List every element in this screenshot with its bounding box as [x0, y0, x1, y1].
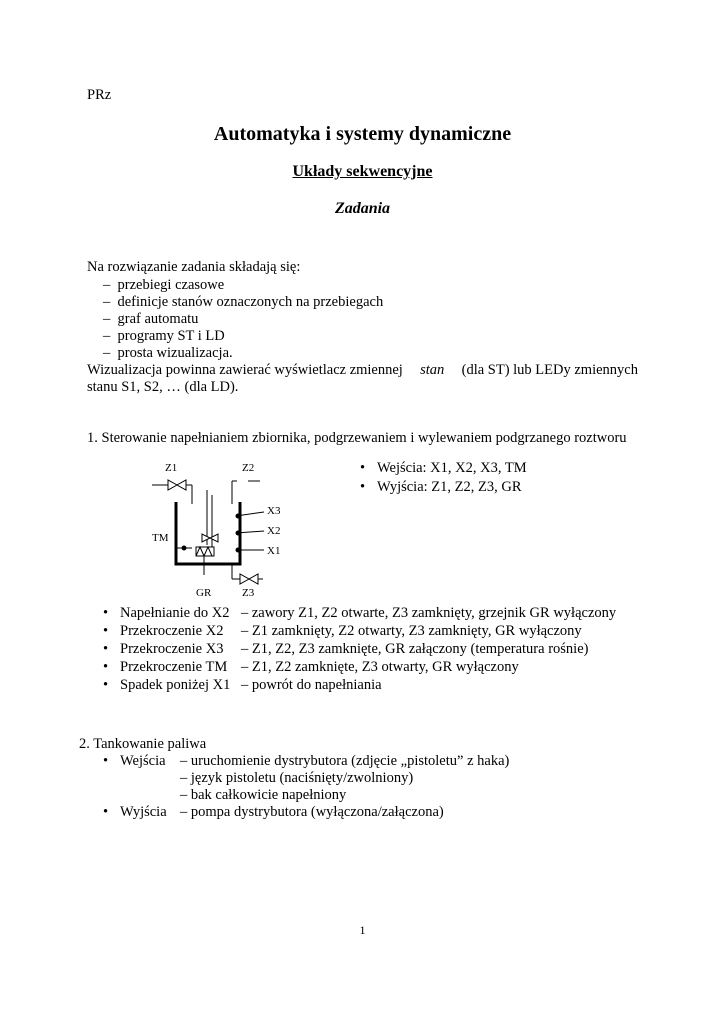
task2-inputs-label: • Wejścia [120, 753, 166, 770]
page-number: 1 [359, 923, 366, 937]
task2-outputs-label: • Wyjścia [120, 804, 167, 821]
task1-row-action: – Z1 zamknięty, Z2 otwarty, Z3 zamknięty, GR wyłączony [241, 623, 582, 639]
task1-outputs: • Wyjścia: Z1, Z2, Z3, GR [377, 479, 522, 496]
task2-input-item: – bak całkowicie napełniony [180, 787, 347, 803]
task1-row-condition: • Spadek poniżej X1 [120, 677, 230, 694]
intro-item: – graf automatu [103, 311, 199, 327]
intro-paragraph-line1: Wizualizacja powinna zawierać wyświetlacz zmiennej stan (dla ST) lub LEDy zmiennych [87, 362, 638, 378]
diagram-label-z3: Z3 [242, 587, 255, 599]
diagram-label-x2: X2 [267, 525, 281, 537]
intro-item: – programy ST i LD [103, 328, 225, 344]
task1-row-action: – powrót do napełniania [241, 677, 382, 693]
header-author: PRz [87, 87, 112, 103]
task2-heading: 2. Tankowanie paliwa [79, 736, 207, 752]
task2-input-item: – język pistoletu (naciśnięty/zwolniony) [180, 770, 414, 786]
diagram-label-gr: GR [196, 587, 212, 599]
task1-row-action: – Z1, Z2, Z3 zamknięte, GR załączony (temperatura rośnie) [241, 641, 589, 657]
task1-row-action: – Z1, Z2 zamknięte, Z3 otwarty, GR wyłączony [241, 659, 519, 675]
task1-heading: 1. Sterowanie napełnianiem zbiornika, podgrzewaniem i wylewaniem podgrzanego roztworu [87, 430, 627, 446]
task1-inputs: • Wejścia: X1, X2, X3, TM [377, 460, 527, 477]
valve-z2 [232, 481, 260, 504]
intro-lead: Na rozwiązanie zadania składają się: [87, 259, 301, 275]
valve-z1 [152, 480, 192, 504]
diagram-label-z1: Z1 [165, 462, 178, 474]
task2-output-item: – pompa dystrybutora (wyłączona/załączona) [180, 804, 444, 820]
task1-row-condition: • Napełnianie do X2 [120, 605, 230, 622]
valve-z3 [232, 564, 263, 584]
tank-diagram [140, 455, 290, 600]
task1-row-condition: • Przekroczenie X3 [120, 641, 223, 658]
task1-row-condition: • Przekroczenie X2 [120, 623, 223, 640]
intro-item: – definicje stanów oznaczonych na przebiegach [103, 294, 384, 310]
task2-input-item: – uruchomienie dystrybutora (zdjęcie „pistoletu” z haka) [180, 753, 510, 769]
diagram-label-z2: Z2 [242, 462, 255, 474]
page-subtitle: Układy sekwencyjne [292, 163, 433, 180]
intro-item: – prosta wizualizacja. [103, 345, 233, 361]
page-title: Automatyka i systemy dynamiczne [213, 123, 512, 145]
intro-paragraph-line2: stanu S1, S2, … (dla LD). [87, 379, 239, 395]
heater-gr [196, 547, 214, 575]
diagram-label-x1: X1 [267, 545, 281, 557]
diagram-label-tm: TM [152, 532, 169, 544]
task1-row-condition: • Przekroczenie TM [120, 659, 227, 676]
sensor-tm [176, 546, 192, 550]
task1-row-action: – zawory Z1, Z2 otwarte, Z3 zamknięty, grzejnik GR wyłączony [241, 605, 617, 621]
section-title: Zadania [334, 200, 391, 217]
intro-item: – przebiegi czasowe [103, 277, 225, 293]
diagram-label-x3: X3 [267, 505, 281, 517]
